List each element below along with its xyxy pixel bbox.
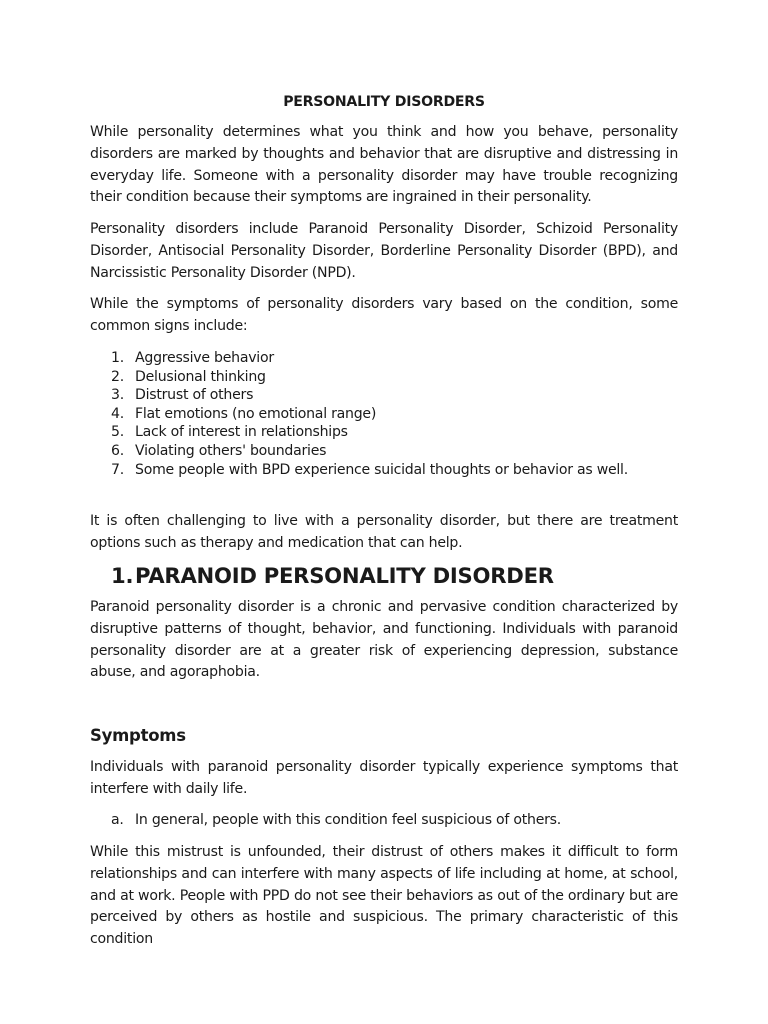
symptoms-paragraph: Individuals with paranoid personality disorder typically experience symptoms that interfere with daily life. bbox=[90, 759, 678, 797]
signs-list bbox=[90, 349, 678, 479]
paranoid-paragraph: Paranoid personality disorder is a chronic and pervasive condition characterized by disruptive patterns of thought, behavior, and functioning. Individuals with paranoid personality disorder are at a greater risk of experiencing depression, substance abuse, and agoraphobia. bbox=[90, 599, 678, 681]
list-item: 6. Violating others' boundaries bbox=[111, 442, 327, 459]
intro-paragraph: While personality determines what you think and how you behave, personality disorders are marked by thoughts and behavior that are disruptive and distressing in everyday life. Someone with a personality disorder may have trouble recognizing their condition because their symptoms are ingrained in their personality. bbox=[90, 124, 678, 206]
list-item: 7. Some people with BPD experience suicidal thoughts or behavior as well. bbox=[111, 461, 628, 478]
list-item: 2. Delusional thinking bbox=[111, 368, 266, 385]
treatment-paragraph: It is often challenging to live with a personality disorder, but there are treatment options such as therapy and medication that can help. bbox=[90, 513, 678, 551]
list-item: 1. Aggressive behavior bbox=[111, 350, 274, 366]
types-paragraph: Personality disorders include Paranoid Personality Disorder, Schizoid Personality Disorder, Antisocial Personality Disorder, Borderline Personality Disorder (BPD), and Narcissistic Personality Disorder (NPD). bbox=[90, 221, 678, 281]
list-item: 5. Lack of interest in relationships bbox=[111, 424, 348, 441]
list-item: 3. Distrust of others bbox=[111, 387, 254, 404]
list-item: 4. Flat emotions (no emotional range) bbox=[111, 405, 377, 422]
mistrust-paragraph: While this mistrust is unfounded, their distrust of others makes it difficult to form relationships and can interfere with many aspects of life including at home, at school, and at work. People with PPD do not see their behaviors as out of the ordinary but are perceived by others as hostile and suspicious. The primary characteristic of this condition bbox=[90, 844, 678, 948]
symptoms-heading: Symptoms bbox=[90, 726, 186, 745]
document-title: PERSONALITY DISORDERS bbox=[283, 94, 485, 110]
signs-intro-paragraph: While the symptoms of personality disorders vary based on the condition, some common signs include: bbox=[90, 296, 678, 334]
